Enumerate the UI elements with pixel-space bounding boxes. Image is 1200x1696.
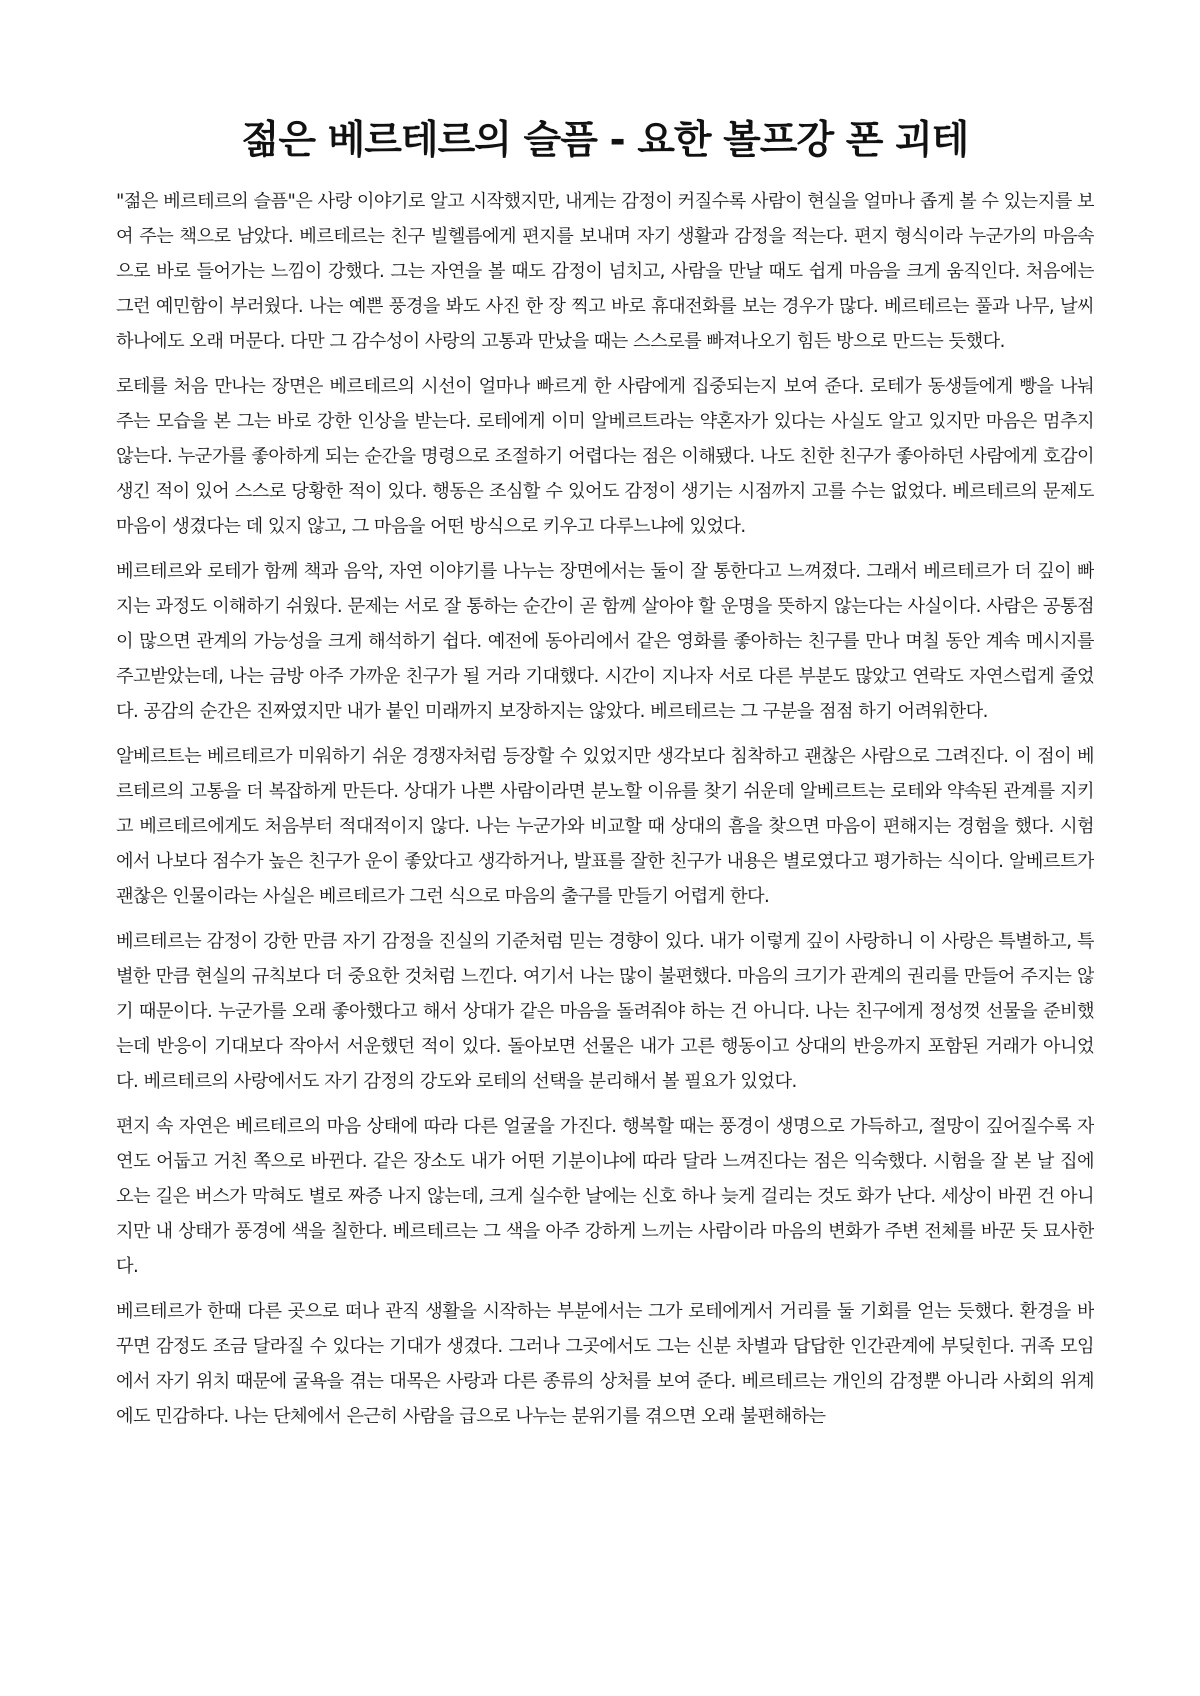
paragraph-3: 베르테르와 로테가 함께 책과 음악, 자연 이야기를 나누는 장면에서는 둘이 잘 통한다고 느껴졌다. 그래서 베르테르가 더 깊이 빠지는 과정도 이해하기 쉬웠다. 문제는 서로 잘 통하는 순간이 곧 함께 살아야 할 운명을 뜻하지 않는다는 사실이다. 사람은 공통점이 많으면 관계의 가능성을 크게 해석하기 쉽다. 예전에 동아리에서 같은 영화를 좋아하는 친구를 만나 며칠 동안 계속 메시지를 주고받았는데, 나는 금방 아주 가까운 친구가 될 거라 기대했다. 시간이 지나자 서로 다른 부분도 많았고 연락도 자연스럽게 줄었다. 공감의 순간은 진짜였지만 내가 붙인 미래까지 보장하지는 않았다. 베르테르는 그 구분을 점점 하기 어려워한다.	[116, 560, 1094, 722]
paragraph-2: 로테를 처음 만나는 장면은 베르테르의 시선이 얼마나 빠르게 한 사람에게 집중되는지 보여 준다. 로테가 동생들에게 빵을 나눠 주는 모습을 본 그는 바로 강한 인상을 받는다. 로테에게 이미 알베르트라는 약혼자가 있다는 사실도 알고 있지만 마음은 멈추지 않는다. 누군가를 좋아하게 되는 순간을 명령으로 조절하기 어렵다는 점은 이해됐다. 나도 친한 친구가 좋아하던 사람에게 호감이 생긴 적이 있어 스스로 당황한 적이 있다. 행동은 조심할 수 있어도 감정이 생기는 시점까지 고를 수는 없었다. 베르테르의 문제도 마음이 생겼다는 데 있지 않고, 그 마음을 어떤 방식으로 키우고 다루느냐에 있었다.	[116, 375, 1094, 537]
document-title: 젊은 베르테르의 슬픔 - 요한 볼프강 폰 괴테	[241, 118, 969, 163]
paragraph-5: 베르테르는 감정이 강한 만큼 자기 감정을 진실의 기준처럼 믿는 경향이 있다. 내가 이렇게 깊이 사랑하니 이 사랑은 특별하고, 특별한 만큼 현실의 규칙보다 더 중요한 것처럼 느낀다. 여기서 나는 많이 불편했다. 마음의 크기가 관계의 권리를 만들어 주지는 않기 때문이다. 누군가를 오래 좋아했다고 해서 상대가 같은 마음을 돌려줘야 하는 건 아니다. 나는 친구에게 정성껏 선물을 준비했는데 반응이 기대보다 작아서 서운했던 적이 있다. 돌아보면 선물은 내가 고른 행동이고 상대의 반응까지 포함된 거래가 아니었다. 베르테르의 사랑에서도 자기 감정의 강도와 로테의 선택을 분리해서 볼 필요가 있었다.	[116, 930, 1094, 1092]
document-page	[116, 118, 1094, 1696]
paragraph-1: "젊은 베르테르의 슬픔"은 사랑 이야기로 알고 시작했지만, 내게는 감정이 커질수록 사람이 현실을 얼마나 좁게 볼 수 있는지를 보여 주는 책으로 남았다. 베르테르는 친구 빌헬름에게 편지를 보내며 자기 생활과 감정을 적는다. 편지 형식이라 누군가의 마음속으로 바로 들어가는 느낌이 강했다. 그는 자연을 볼 때도 감정이 넘치고, 사람을 만날 때도 쉽게 마음을 크게 움직인다. 처음에는 그런 예민함이 부러웠다. 나는 예쁜 풍경을 봐도 사진 한 장 찍고 바로 휴대전화를 보는 경우가 많다. 베르테르는 풀과 나무, 날씨 하나에도 오래 머문다. 다만 그 감수성이 사랑의 고통과 만났을 때는 스스로를 빠져나오기 힘든 방으로 만드는 듯했다.	[116, 190, 1094, 352]
paragraph-4: 알베르트는 베르테르가 미워하기 쉬운 경쟁자처럼 등장할 수 있었지만 생각보다 침착하고 괜찮은 사람으로 그려진다. 이 점이 베르테르의 고통을 더 복잡하게 만든다. 상대가 나쁜 사람이라면 분노할 이유를 찾기 쉬운데 알베르트는 로테와 약속된 관계를 지키고 베르테르에게도 처음부터 적대적이지 않다. 나는 누군가와 비교할 때 상대의 흠을 찾으면 마음이 편해지는 경험을 했다. 시험에서 나보다 점수가 높은 친구가 운이 좋았다고 생각하거나, 발표를 잘한 친구가 내용은 별로였다고 평가하는 식이다. 알베르트가 괜찮은 인물이라는 사실은 베르테르가 그런 식으로 마음의 출구를 만들기 어렵게 한다.	[116, 745, 1094, 907]
paragraph-6: 편지 속 자연은 베르테르의 마음 상태에 따라 다른 얼굴을 가진다. 행복할 때는 풍경이 생명으로 가득하고, 절망이 깊어질수록 자연도 어둡고 거친 쪽으로 바뀐다. 같은 장소도 내가 어떤 기분이냐에 따라 달라 느껴진다는 점은 익숙했다. 시험을 잘 본 날 집에 오는 길은 버스가 막혀도 별로 짜증 나지 않는데, 크게 실수한 날에는 신호 하나 늦게 걸리는 것도 화가 난다. 세상이 바뀐 건 아니지만 내 상태가 풍경에 색을 칠한다. 베르테르는 그 색을 아주 강하게 느끼는 사람이라 마음의 변화가 주변 전체를 바꾼 듯 묘사한다.	[116, 1115, 1094, 1277]
paragraph-7: 베르테르가 한때 다른 곳으로 떠나 관직 생활을 시작하는 부분에서는 그가 로테에게서 거리를 둘 기회를 얻는 듯했다. 환경을 바꾸면 감정도 조금 달라질 수 있다는 기대가 생겼다. 그러나 그곳에서도 그는 신분 차별과 답답한 인간관계에 부딪힌다. 귀족 모임에서 자기 위치 때문에 굴욕을 겪는 대목은 사랑과 다른 종류의 상처를 보여 준다. 베르테르는 개인의 감정뿐 아니라 사회의 위계에도 민감하다. 나는 단체에서 은근히 사람을 급으로 나누는 분위기를 겪으면 오래 불편해하는	[116, 1300, 1094, 1427]
